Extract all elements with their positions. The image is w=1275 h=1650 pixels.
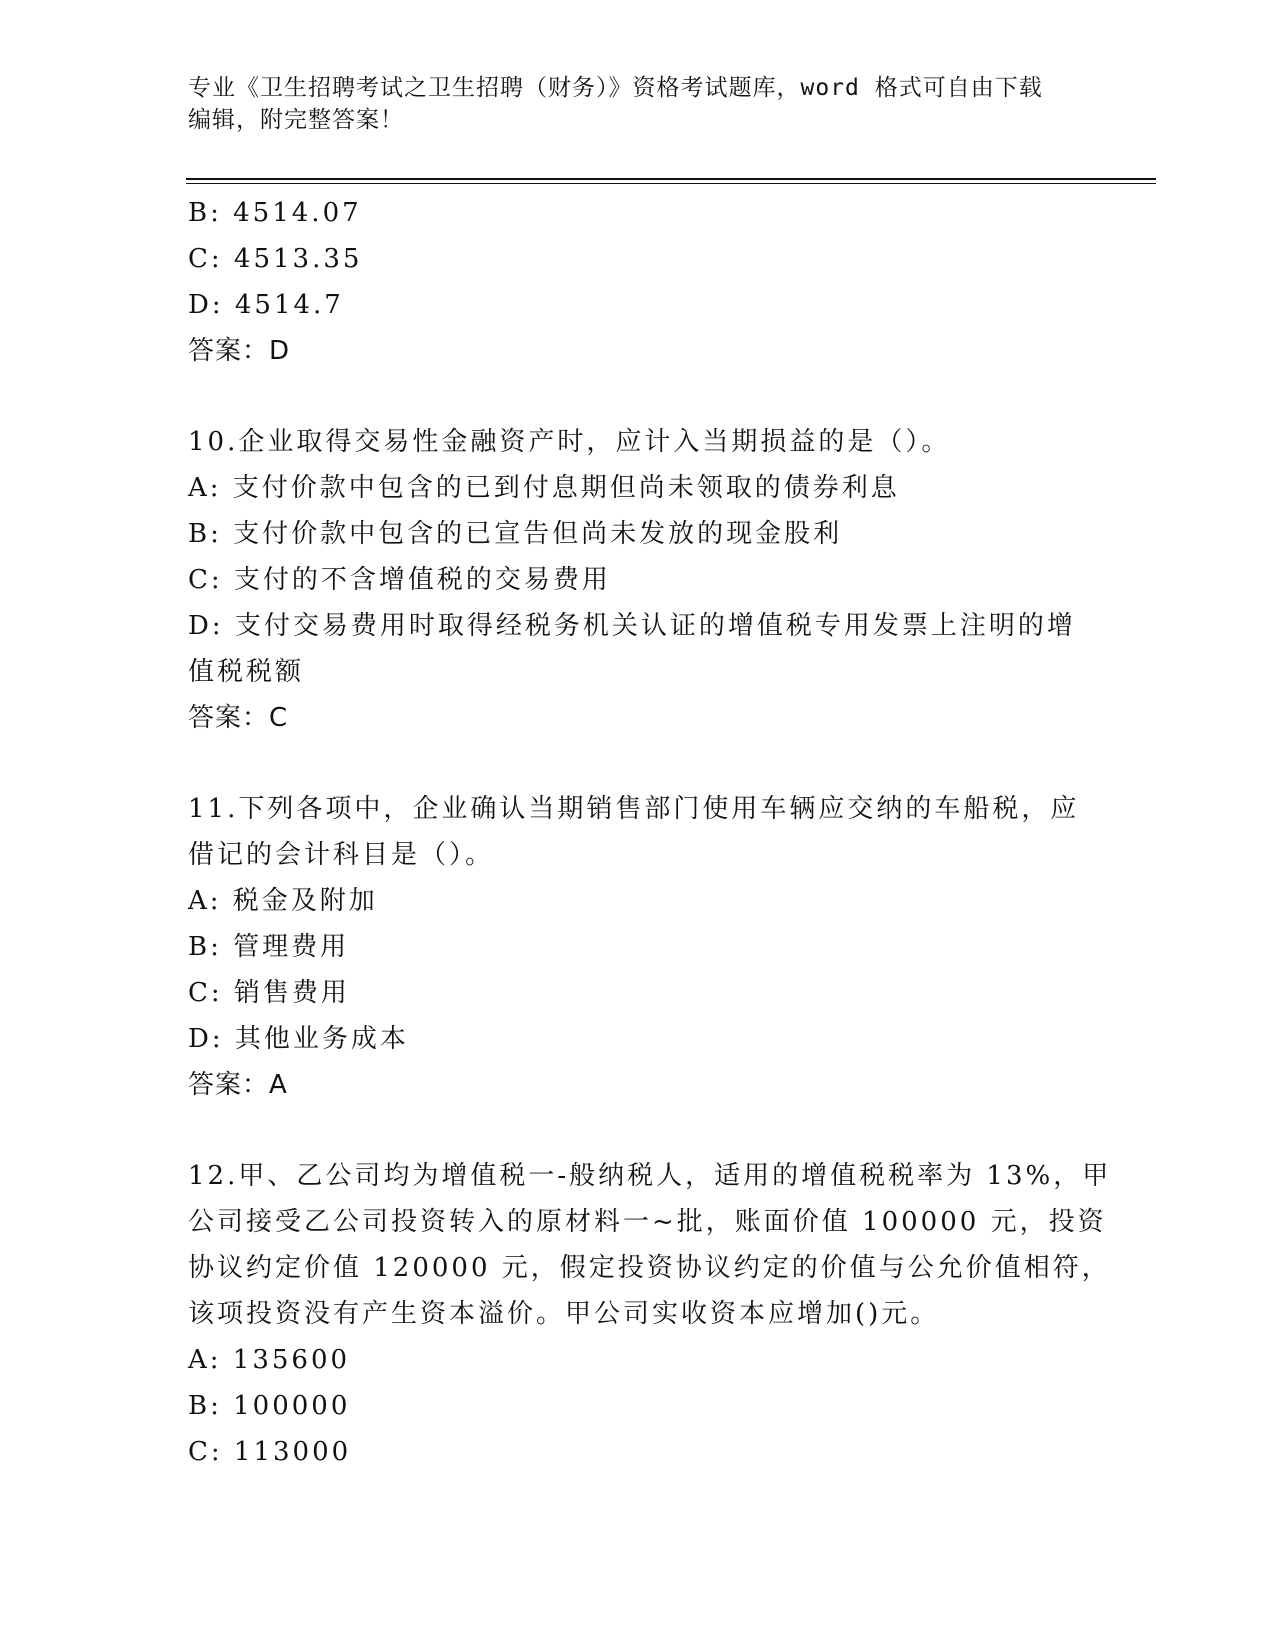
option-b: B: 4514.07	[188, 198, 362, 228]
option-c: C: 销售费用	[188, 978, 350, 1008]
question-stem-line-4: 该项投资没有产生资本溢价。甲公司实收资本应增加()元。	[188, 1299, 940, 1329]
header-line-2: 编辑，附完整答案！	[188, 107, 404, 133]
question-10	[188, 419, 1088, 741]
option-a: A: 135600	[188, 1345, 351, 1375]
option-d: D: 支付交易费用时取得经税务机关认证的增值税专用发票上注明的增	[188, 611, 1076, 641]
answer: 答案：C	[188, 703, 289, 733]
option-b: B: 管理费用	[188, 932, 350, 962]
option-b: B: 100000	[188, 1391, 351, 1421]
option-a: A: 支付价款中包含的已到付息期但尚未领取的债券利息	[188, 473, 900, 503]
header-rule-thin	[186, 183, 1156, 184]
header-line-1: 专业《卫生招聘考试之卫生招聘（财务）》资格考试题库，word 格式可自由下载	[188, 75, 1043, 101]
option-c: C: 113000	[188, 1437, 352, 1467]
question-stem-line-2: 公司接受乙公司投资转入的原材料一~批，账面价值 100000 元，投资	[188, 1207, 1107, 1237]
option-c: C: 支付的不含增值税的交易费用	[188, 565, 611, 595]
question-stem-line-1: 11.下列各项中，企业确认当期销售部门使用车辆应交纳的车船税，应	[188, 794, 1080, 824]
question-11	[188, 786, 1088, 1108]
question-12	[188, 1153, 1112, 1475]
question-9-tail	[188, 190, 1088, 374]
page-header	[188, 72, 1068, 136]
option-d: D: 4514.7	[188, 290, 344, 320]
option-d-continued: 值税税额	[188, 657, 305, 687]
option-b: B: 支付价款中包含的已宣告但尚未发放的现金股利	[188, 519, 843, 549]
answer: 答案：D	[188, 336, 291, 366]
question-stem-line-2: 借记的会计科目是（）。	[188, 840, 495, 870]
option-d: D: 其他业务成本	[188, 1024, 409, 1054]
option-c: C: 4513.35	[188, 244, 363, 274]
document-body	[188, 190, 1112, 1475]
answer: 答案：A	[188, 1070, 288, 1100]
option-a: A: 税金及附加	[188, 886, 378, 916]
header-rule-thick	[186, 178, 1156, 180]
question-stem: 10.企业取得交易性金融资产时，应计入当期损益的是（）。	[188, 427, 951, 457]
question-stem-line-1: 12.甲、乙公司均为增值税一-般纳税人，适用的增值税税率为 13%，甲	[188, 1161, 1112, 1191]
question-stem-line-3: 协议约定价值 120000 元，假定投资协议约定的价值与公允价值相符，	[188, 1253, 1111, 1283]
